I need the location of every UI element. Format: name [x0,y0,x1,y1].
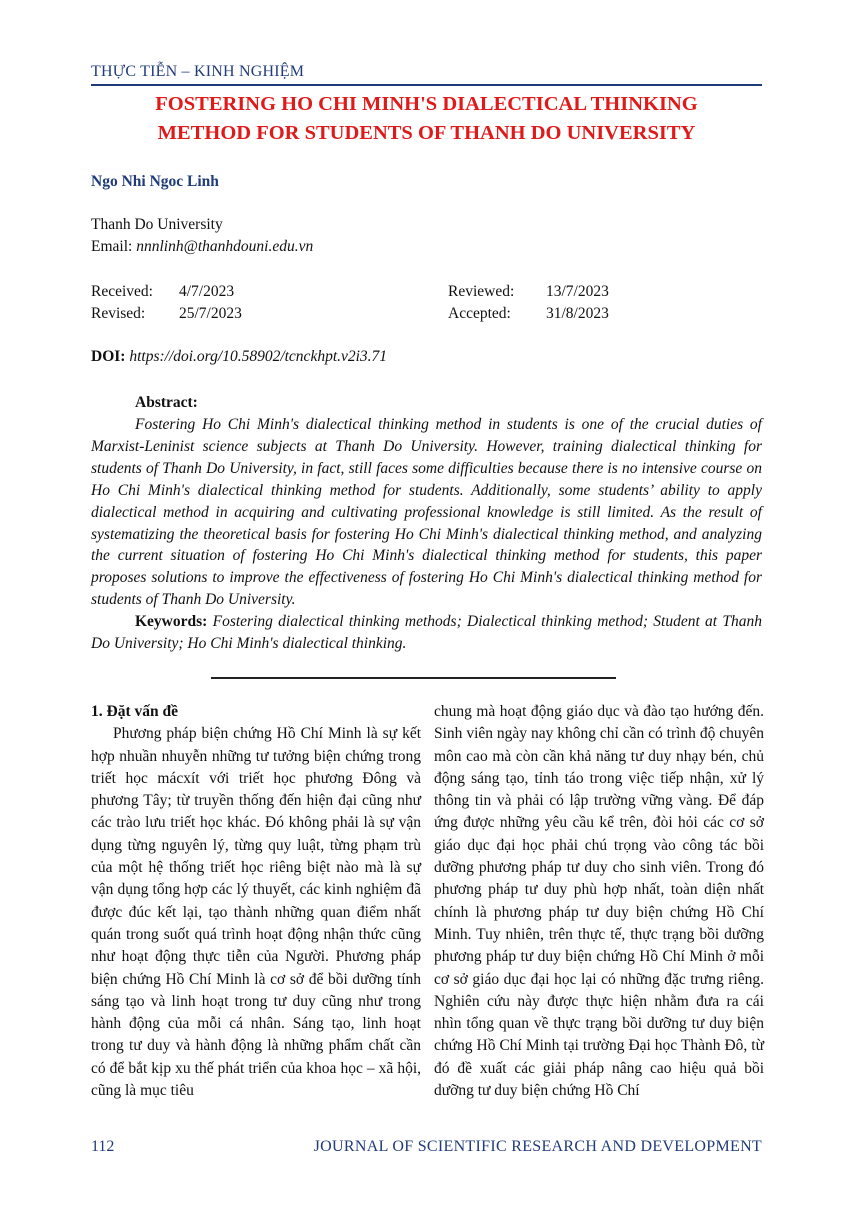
page-number: 112 [91,1138,115,1155]
accepted-date: 31/8/2023 [546,305,609,322]
reviewed-label: Reviewed: [448,283,515,300]
keywords-label: Keywords: [135,613,208,631]
paper-title [91,90,762,148]
received-date: 4/7/2023 [179,283,235,300]
revised-label: Revised: [91,305,146,322]
abstract-heading: Abstract: [135,394,198,411]
doi-label: DOI: [91,348,130,365]
abstract-block [91,414,762,655]
paper-title-line-1: FOSTERING HO CHI MINH'S DIALECTICAL THINKING [155,93,698,115]
author-name: Ngo Nhi Ngoc Linh [91,173,219,190]
keywords-line [91,611,762,655]
body-paragraph-left: Phương pháp biện chứng Hồ Chí Minh là sự kết hợp nhuần nhuyễn những tư tưởng biện chứng trong triết học mácxít với triết học phương Đông và phương Tây; từ truyền thống đến hiện đại cũng như các trào lưu triết học khác. Đó không phải là sự vận dụng từng nguyên lý, từng quy luật, từng phạm trù của một hệ thống triết học riêng biệt nào mà là sự vận dụng tổng hợp các lý thuyết, các kinh nghiệm đã được đúc kết lại, tạo thành những quan điểm nhất quán trong suốt quá trình hoạt động nhận thức cũng như hoạt động thực tiễn của Người. Phương pháp biện chứng Hồ Chí Minh là cơ sở để bồi dưỡng tính sáng tạo và linh hoạt trong tư duy cũng như trong hành động của mỗi cá nhân. Sáng tạo, linh hoạt trong tư duy và hành động là những phẩm chất cần có để bắt kịp xu thế phát triển của khoa học – xã hội, cũng là mục tiêu [91,725,421,1100]
reviewed-date: 13/7/2023 [546,283,609,300]
body-column-right [434,701,764,1102]
section-label: THỰC TIỄN – KINH NGHIỆM [91,63,305,80]
section-heading: 1. Đặt vấn đề [91,703,178,720]
doi-link[interactable]: https://doi.org/10.58902/tcnckhpt.v2i3.71 [129,348,388,365]
keywords-text: Fostering dialectical thinking methods; Dialectical thinking method; Student at Thanh Do University; Ho Chi Minh's dialectical thinking. [91,613,762,653]
header-rule [91,84,762,86]
abstract-text: Fostering Ho Chi Minh's dialectical thinking method in students is one of the crucial duties of Marxist-Leninist science subjects at Thanh Do University. However, training dialectical thinking for students of Thanh Do University, in fact, still faces some difficulties because there is no intensive course on Ho Chi Minh's dialectical thinking method for students. Additionally, some students’ ability to apply dialectical method in acquiring and cultivating professional knowledge is still limited. As the result of systematizing the theoretical basis for fostering Ho Chi Minh's dialectical thinking method, and analyzing the current situation of fostering Ho Chi Minh's dialectical thinking method for students, this paper proposes solutions to improve the effectiveness of fostering Ho Chi Minh's dialectical thinking method for students of Thanh Do University. [91,416,762,609]
accepted-label: Accepted: [448,305,511,322]
email-label: Email: [91,238,137,255]
section-divider [211,677,616,679]
author-email [91,238,313,256]
body-paragraph-right: chung mà hoạt động giáo dục và đào tạo hướng đến. Sinh viên ngày nay không chỉ cần có trình độ chuyên môn cao mà còn cần khả năng tư duy nhạy bén, chủ động sáng tạo, tỉnh táo trong việc tiếp nhận, xử lý thông tin và phải có lập trường vững vàng. Để đáp ứng được những yêu cầu kể trên, đòi hỏi các cơ sở giáo dục đại học phải chú trọng vào công tác bồi dưỡng phương pháp tư duy cho sinh viên. Trong đó phương pháp tư duy phù hợp nhất, toàn diện nhất chính là phương pháp tư duy biện chứng Hồ Chí Minh. Tuy nhiên, trên thực tế, thực trạng bồi dưỡng phương pháp tư duy biện chứng Hồ Chí Minh ở mỗi cơ sở giáo dục đại học lại có những đặc trưng riêng. Nghiên cứu này được thực hiện nhằm đưa ra cái nhìn tổng quan về thực trạng bồi dưỡng tư duy biện chứng Hồ Chí Minh tại trường Đại học Thành Đô, từ đó đề xuất các giải pháp nâng cao hiệu quả bồi dưỡng tư duy biện chứng Hồ Chí [434,703,764,1100]
revised-date: 25/7/2023 [179,305,242,322]
received-label: Received: [91,283,153,300]
email-address: nnnlinh@thanhdouni.edu.vn [136,238,314,255]
doi-line [91,348,387,366]
body-column-left [91,701,421,1102]
journal-name: JOURNAL OF SCIENTIFIC RESEARCH AND DEVELOPMENT [313,1138,762,1155]
paper-title-line-2: METHOD FOR STUDENTS OF THANH DO UNIVERSITY [157,122,696,144]
author-affiliation: Thanh Do University [91,216,223,233]
